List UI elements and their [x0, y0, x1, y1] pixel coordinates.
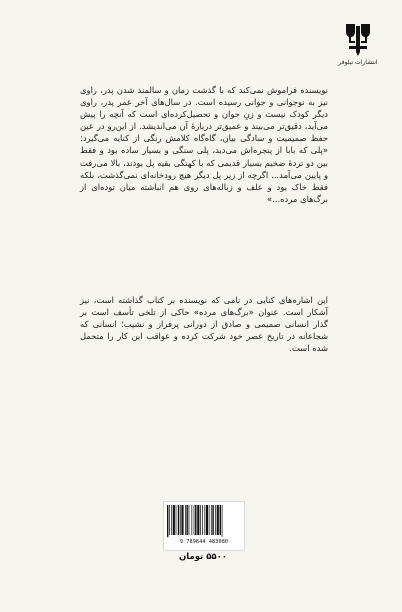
bird-silhouette-icon: [343, 22, 373, 58]
isbn-number: 9 789644 483080: [179, 539, 229, 545]
paragraph-text: نویسنده فراموش نمی‌کند که با گذشت زمان و سالمند شدن پدر، راوی نیز به نوجوانی و جوانی رسیده است. در سال‌های آخر عمر پدر، راوی دیگر کودک نیست و زنِ جوان و تحصیل‌کرده‌ای است که آنچه را پیش می‌آید، دقیق‌تر می‌بیند و عمیق‌تر درباره‌ٔ آن می‌اندیشد. از این‌رو در عین حفظ صمیمیت و سادگی بیان، گاه‌گاه کلامش رنگی از کنایه می‌گیرد: «پلی که بابا از پنجره‌اش می‌دید، پلی سنگی و بسیار ساده بود و فقط بین دو تردهٔ ضخیم بسیار قدیمی که با کهنگی بقیه پل بودند، بالا می‌رفت و پایین می‌آمد... اگرچه از زیر پل دیگر هیچ رودخانه‌ای نمی‌گذشت، بلکه فقط خاک بود و علف و زباله‌های روی هم انباشته میان توده‌ای از برگ‌های مرده...»: [80, 85, 328, 204]
publisher-logo: [334, 22, 382, 72]
publisher-name: انتشارات نیلوفر: [338, 59, 378, 66]
price-label: ۵۵۰۰ تومان: [179, 552, 227, 562]
isbn-barcode: [163, 501, 245, 551]
paragraph-text: این اشاره‌های کنایی در نامی که نویسنده بر کتاب گذاشته است، نیز آشکار است. عنوان «برگ‌های مرده» حاکی از تلخی تأسف است بر گذار انسانی صمیمی و صادق از دورانی پرفراز و نشیب؛ انسانی که شجاعانه در تاریخ عصر خود شرکت کرده و عواقب این کار را متحمل شده است.: [80, 295, 328, 354]
barcode-bars: [167, 505, 241, 537]
description-paragraph-1: [80, 84, 328, 205]
description-paragraph-2: [80, 294, 328, 354]
